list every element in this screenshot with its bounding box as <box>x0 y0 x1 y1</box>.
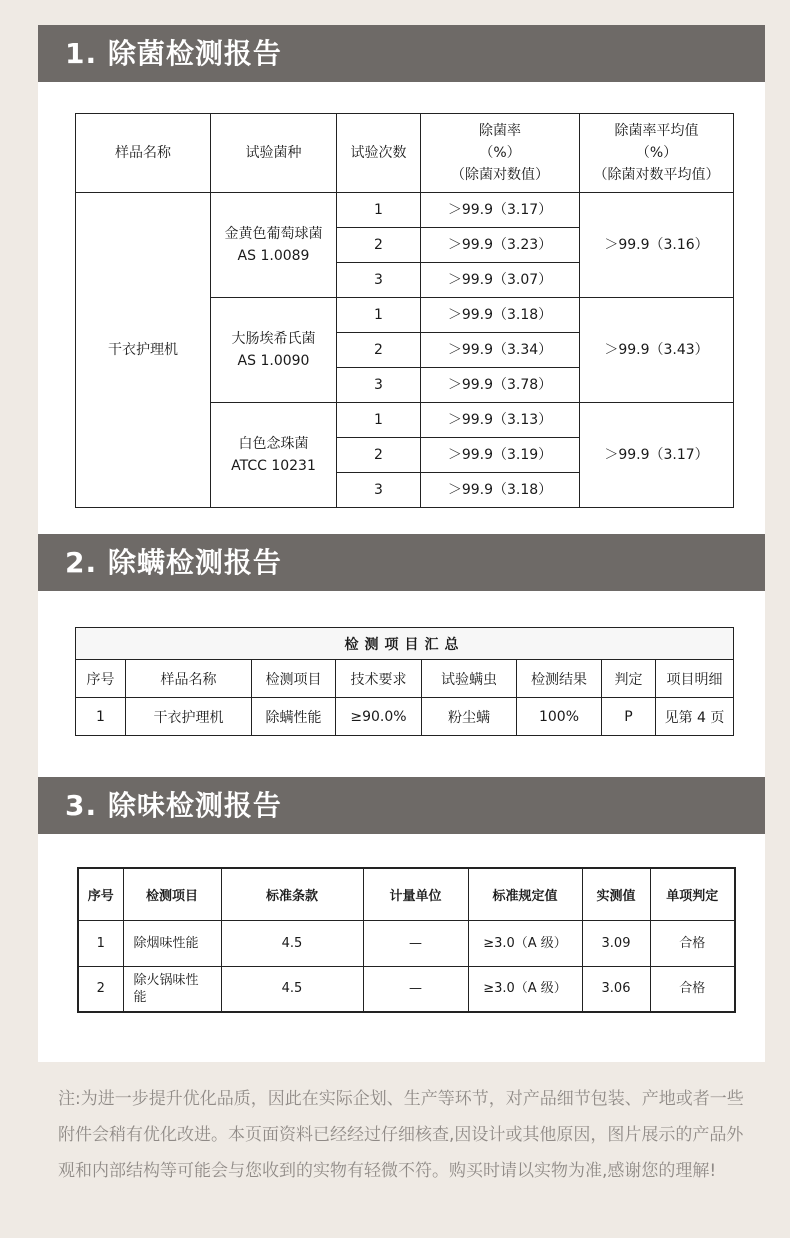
col-header: 检测项目 <box>123 868 221 920</box>
col-header: 实测值 <box>582 868 650 920</box>
table-cell: ≥90.0% <box>336 698 422 736</box>
summary-title: 检测项目汇总 <box>76 628 734 660</box>
table-cell: 除火锅味性 能 <box>123 966 221 1012</box>
kill-rate: ＞99.9（3.07） <box>421 263 580 298</box>
table-cell: 合格 <box>650 920 735 966</box>
trial-number: 2 <box>337 438 421 473</box>
table-cell: 100% <box>517 698 602 736</box>
table-cell: — <box>363 966 468 1012</box>
table-cell: 4.5 <box>221 966 363 1012</box>
trial-number: 1 <box>337 193 421 228</box>
kill-rate: ＞99.9（3.19） <box>421 438 580 473</box>
table-header-row <box>78 868 735 920</box>
section-title-odor-removal: 3. 除味检测报告 <box>38 777 765 834</box>
disclaimer-note: 注:为进一步提升优化品质，因此在实际企划、生产等环节，对产品细节包装、产地或者一些附件会稍有优化改进。本页面资料已经经过仔细核查,因设计或其他原因，图片展示的产品外观和内部结构等可能会与您收到的实物有轻微不符。购买时请以实物为准,感谢您的理解! <box>58 1089 744 1181</box>
col-header: 检测项目 <box>252 660 336 698</box>
table-cell: — <box>363 920 468 966</box>
kill-rate: ＞99.9（3.13） <box>421 403 580 438</box>
kill-rate: ＞99.9（3.17） <box>421 193 580 228</box>
odor-removal-table <box>77 867 736 1013</box>
kill-rate: ＞99.9（3.18） <box>421 298 580 333</box>
kill-rate-average: ＞99.9（3.17） <box>580 403 734 508</box>
col-header: 样品名称 <box>76 114 211 193</box>
kill-rate-average: ＞99.9（3.16） <box>580 193 734 298</box>
trial-number: 2 <box>337 228 421 263</box>
trial-number: 2 <box>337 333 421 368</box>
table-cell: 1 <box>78 920 123 966</box>
table-cell: 除螨性能 <box>252 698 336 736</box>
table-cell: 干衣护理机 <box>126 698 252 736</box>
kill-rate-average: ＞99.9（3.43） <box>580 298 734 403</box>
col-header: 序号 <box>76 660 126 698</box>
table-header-row <box>76 660 734 698</box>
kill-rate: ＞99.9（3.78） <box>421 368 580 403</box>
section-title-mite-removal: 2. 除螨检测报告 <box>38 534 765 591</box>
col-header: 标准条款 <box>221 868 363 920</box>
table-row <box>78 920 735 966</box>
col-header: 计量单位 <box>363 868 468 920</box>
table-cell: 2 <box>78 966 123 1012</box>
strain-name: 金黄色葡萄球菌 AS 1.0089 <box>211 193 337 298</box>
table-cell: 见第 4 页 <box>656 698 734 736</box>
sterilization-table <box>75 113 734 508</box>
mite-removal-table <box>75 627 734 736</box>
trial-number: 1 <box>337 298 421 333</box>
trial-number: 1 <box>337 403 421 438</box>
table-cell: 3.09 <box>582 920 650 966</box>
col-header: 样品名称 <box>126 660 252 698</box>
table-cell: 合格 <box>650 966 735 1012</box>
table-cell: ≥3.0（A 级） <box>468 920 582 966</box>
trial-number: 3 <box>337 473 421 508</box>
summary-row <box>76 628 734 660</box>
col-header: 标准规定值 <box>468 868 582 920</box>
kill-rate: ＞99.9（3.34） <box>421 333 580 368</box>
col-header: 单项判定 <box>650 868 735 920</box>
table-cell: 1 <box>76 698 126 736</box>
table-cell: P <box>602 698 656 736</box>
sample-name: 干衣护理机 <box>76 193 211 508</box>
table-row <box>78 966 735 1012</box>
col-header: 除菌率 （%） （除菌对数值） <box>421 114 580 193</box>
col-header: 除菌率平均值 （%） （除菌对数平均值） <box>580 114 734 193</box>
table-cell: 3.06 <box>582 966 650 1012</box>
trial-number: 3 <box>337 263 421 298</box>
kill-rate: ＞99.9（3.23） <box>421 228 580 263</box>
kill-rate: ＞99.9（3.18） <box>421 473 580 508</box>
table-header-row <box>76 114 734 193</box>
col-header: 试验菌种 <box>211 114 337 193</box>
section-title-sterilization: 1. 除菌检测报告 <box>38 25 765 82</box>
col-header: 试验次数 <box>337 114 421 193</box>
table-cell: ≥3.0（A 级） <box>468 966 582 1012</box>
table-cell: 4.5 <box>221 920 363 966</box>
strain-name: 大肠埃希氏菌 AS 1.0090 <box>211 298 337 403</box>
col-header: 序号 <box>78 868 123 920</box>
table-row <box>76 193 734 228</box>
table-cell: 除烟味性能 <box>123 920 221 966</box>
col-header: 试验螨虫 <box>422 660 517 698</box>
strain-name: 白色念珠菌 ATCC 10231 <box>211 403 337 508</box>
trial-number: 3 <box>337 368 421 403</box>
table-row <box>76 698 734 736</box>
table-cell: 粉尘螨 <box>422 698 517 736</box>
col-header: 检测结果 <box>517 660 602 698</box>
col-header: 项目明细 <box>656 660 734 698</box>
col-header: 技术要求 <box>336 660 422 698</box>
col-header: 判定 <box>602 660 656 698</box>
